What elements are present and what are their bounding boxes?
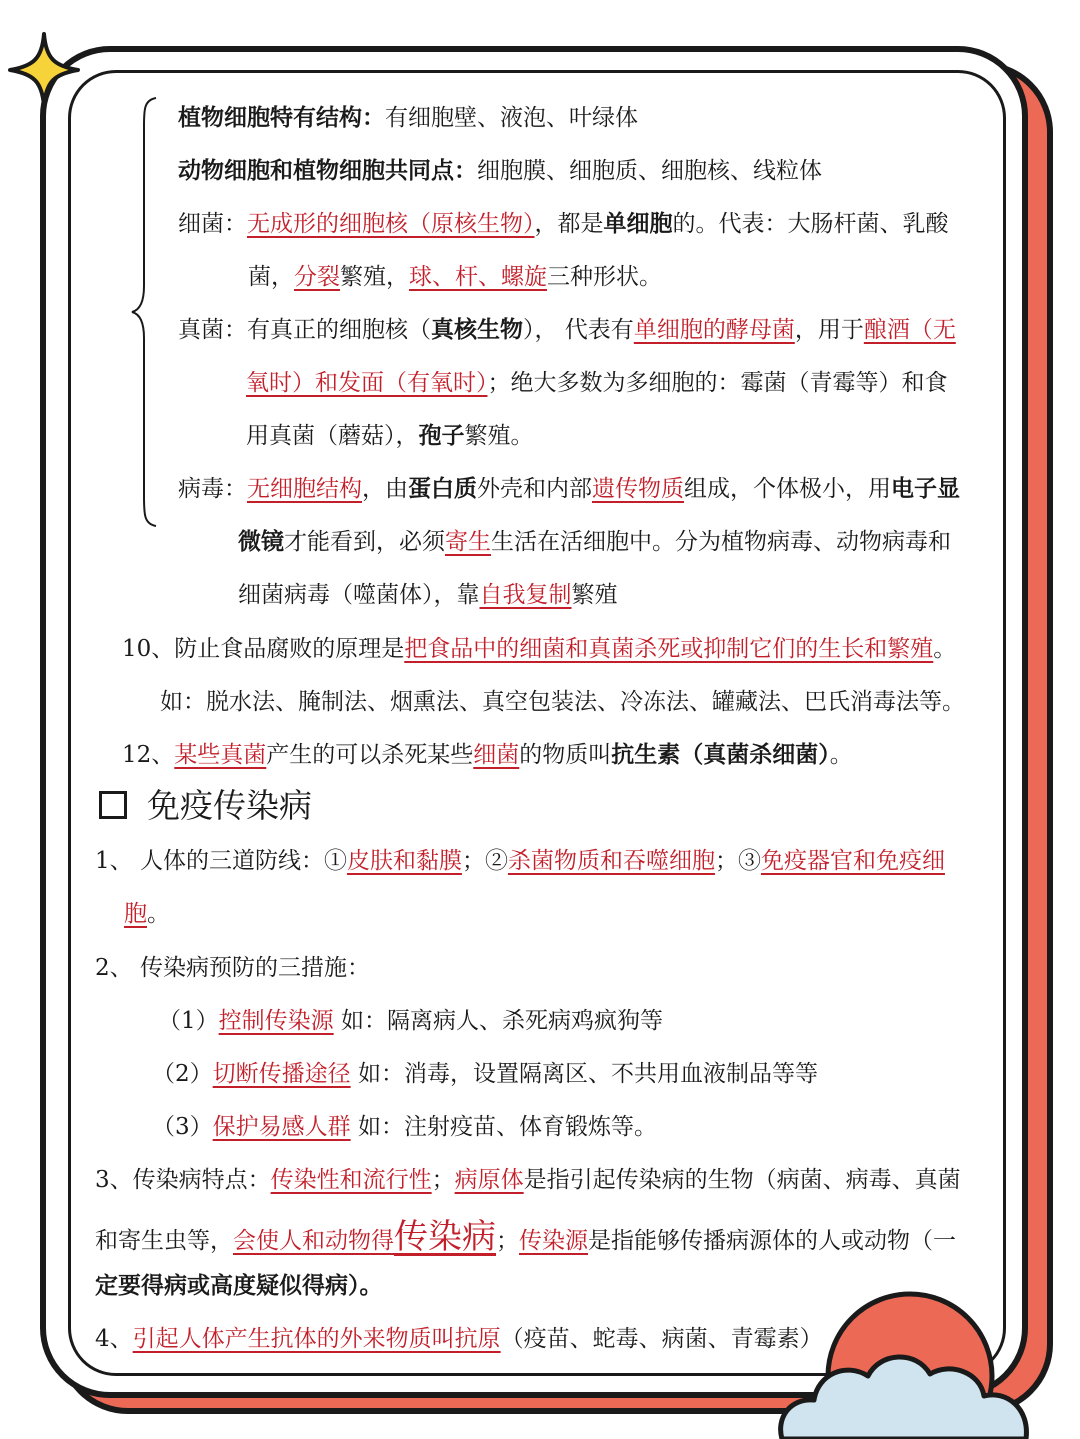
text: 的。代表：大肠杆菌、乳酸 — [672, 211, 949, 237]
term: 真核生物 — [431, 316, 523, 343]
highlight: 酿酒（无 — [863, 317, 956, 343]
text-line — [95, 846, 945, 876]
text-line — [238, 580, 618, 610]
text: 2、 传染病预防的三措施： — [95, 955, 370, 981]
text: 外壳和内部 — [477, 476, 592, 502]
text-line — [160, 687, 965, 717]
highlight: 氧时）和发面（有氧时） — [246, 370, 488, 396]
term: 抗生素（真菌杀细菌） — [611, 741, 830, 768]
text: 繁殖， — [340, 264, 409, 290]
highlight: 细菌 — [473, 742, 520, 768]
highlight: 单细胞的酵母菌 — [633, 317, 795, 343]
text-line — [95, 1271, 383, 1301]
highlight: 皮肤和黏膜 — [346, 848, 462, 874]
text: 。 — [147, 901, 170, 927]
text-line — [95, 1217, 956, 1257]
text-line — [248, 262, 662, 292]
text: （1） — [158, 1008, 219, 1034]
text: 产生的可以杀死某些 — [266, 742, 474, 768]
text: 如：消毒，设置隔离区、不共用血液制品等等 — [350, 1061, 818, 1087]
highlight: 某些真菌 — [174, 742, 267, 768]
term: 植物细胞特有结构： — [178, 104, 385, 131]
text: ；绝大多数为多细胞的：霉菌（青霉等）和食 — [487, 370, 948, 396]
text-line — [152, 1112, 657, 1142]
checkbox-icon — [99, 791, 127, 819]
text: （2） — [152, 1061, 213, 1087]
text-line — [178, 156, 822, 186]
text: ，用于 — [794, 317, 864, 343]
text-line — [122, 634, 956, 664]
text-line — [178, 315, 956, 345]
text: 4、 — [95, 1326, 133, 1352]
text: ； — [431, 1167, 455, 1193]
text-line — [95, 1165, 961, 1195]
highlight: 免疫器官和免疫细 — [760, 848, 945, 874]
highlight: 控制传染源 — [218, 1008, 334, 1034]
text-line — [178, 474, 960, 504]
highlight: 传染源 — [519, 1228, 588, 1254]
highlight: 分裂 — [294, 264, 340, 290]
text: 才能看到，必须 — [284, 529, 445, 555]
text: ； — [496, 1228, 519, 1254]
text: （疫苗、蛇毒、病菌、青霉素） — [500, 1326, 823, 1352]
text: 和寄生虫等， — [95, 1228, 233, 1254]
text: 是指引起传染病的生物（病菌、病毒、真菌 — [523, 1167, 961, 1193]
text: ，都是 — [534, 211, 604, 237]
text-line — [238, 527, 951, 557]
text: 3、传染病特点： — [95, 1167, 271, 1193]
text: 。 — [829, 742, 853, 768]
highlight: 杀菌物质和吞噬细胞 — [507, 848, 715, 874]
text: 1、 人体的三道防线：① — [95, 848, 347, 874]
highlight: 无成形的细胞核（原核生物） — [247, 211, 535, 237]
text: ；② — [461, 848, 508, 874]
highlight: 自我复制 — [479, 582, 572, 608]
highlight: 遗传物质 — [592, 476, 684, 502]
text: 的物质叫 — [519, 742, 612, 768]
text-line — [246, 421, 534, 451]
text: 繁殖 — [571, 582, 618, 608]
text: 如：注射疫苗、体育锻炼等。 — [350, 1114, 657, 1140]
text-line — [95, 953, 370, 983]
highlight: 传染性和流行性 — [270, 1167, 432, 1193]
highlight: 病原体 — [454, 1167, 524, 1193]
text: 细菌病毒（噬菌体），靠 — [238, 582, 480, 608]
text: 是指能够传播病源体的人或动物（一 — [588, 1228, 956, 1254]
term: 孢子 — [418, 422, 465, 449]
highlight: 无细胞结构 — [247, 476, 362, 502]
highlight: 寄生 — [445, 529, 491, 555]
highlight: 保护易感人群 — [212, 1114, 351, 1140]
text: 如：隔离病人、杀死病鸡疯狗等 — [333, 1008, 663, 1034]
text: 。 — [933, 636, 957, 662]
text-line — [152, 1059, 818, 1089]
text: 细菌： — [178, 211, 247, 237]
text: 如：脱水法、腌制法、烟熏法、真空包装法、冷冻法、罐藏法、巴氏消毒法等。 — [160, 689, 965, 715]
text: （3） — [152, 1114, 213, 1140]
highlight: 会使人和动物得 — [233, 1228, 394, 1254]
highlight: 球、杆、螺旋 — [409, 264, 547, 290]
term: 定要得病或高度疑似得病）。 — [95, 1272, 383, 1299]
text-line — [124, 899, 170, 929]
text: 真菌：有真正的细胞核（ — [178, 317, 431, 343]
text: 菌， — [248, 264, 294, 290]
term: 单细胞 — [603, 210, 673, 237]
text: 生活在活细胞中。分为植物病毒、动物病毒和 — [491, 529, 951, 555]
text-line — [178, 209, 949, 239]
highlight-large: 传染病 — [394, 1217, 496, 1257]
text: 12、 — [122, 742, 175, 768]
highlight: 把食品中的细菌和真菌杀死或抑制它们的生长和繁殖 — [404, 636, 934, 662]
highlight: 引起人体产生抗体的外来物质叫抗原 — [132, 1326, 501, 1352]
text: 有细胞壁、液泡、叶绿体 — [385, 105, 638, 131]
term: 动物细胞和植物细胞共同点： — [178, 157, 477, 184]
text-line — [178, 103, 638, 133]
term: 微镜 — [238, 528, 284, 555]
text-line — [246, 368, 948, 398]
text-line — [95, 1324, 823, 1354]
text: 三种形状。 — [547, 264, 662, 290]
text: ）， 代表有 — [523, 317, 634, 343]
text: 细胞膜、细胞质、细胞核、线粒体 — [477, 158, 822, 184]
highlight: 切断传播途径 — [212, 1061, 351, 1087]
text: 组成，个体极小，用 — [684, 476, 891, 502]
text: 繁殖。 — [464, 423, 534, 449]
term: 电子显 — [891, 475, 960, 502]
text: ；③ — [714, 848, 761, 874]
section-heading — [95, 786, 312, 826]
sun-cloud-icon — [760, 1290, 1060, 1439]
section-title: 免疫传染病 — [147, 786, 312, 825]
text: 病毒： — [178, 476, 247, 502]
text: 用真菌（蘑菇）， — [246, 423, 419, 449]
term: 蛋白质 — [408, 475, 477, 502]
text: 10、防止食品腐败的原理是 — [122, 636, 405, 662]
highlight: 胞 — [124, 901, 147, 927]
text-line — [122, 740, 853, 770]
text: ，由 — [362, 476, 408, 502]
text-line — [158, 1006, 663, 1036]
